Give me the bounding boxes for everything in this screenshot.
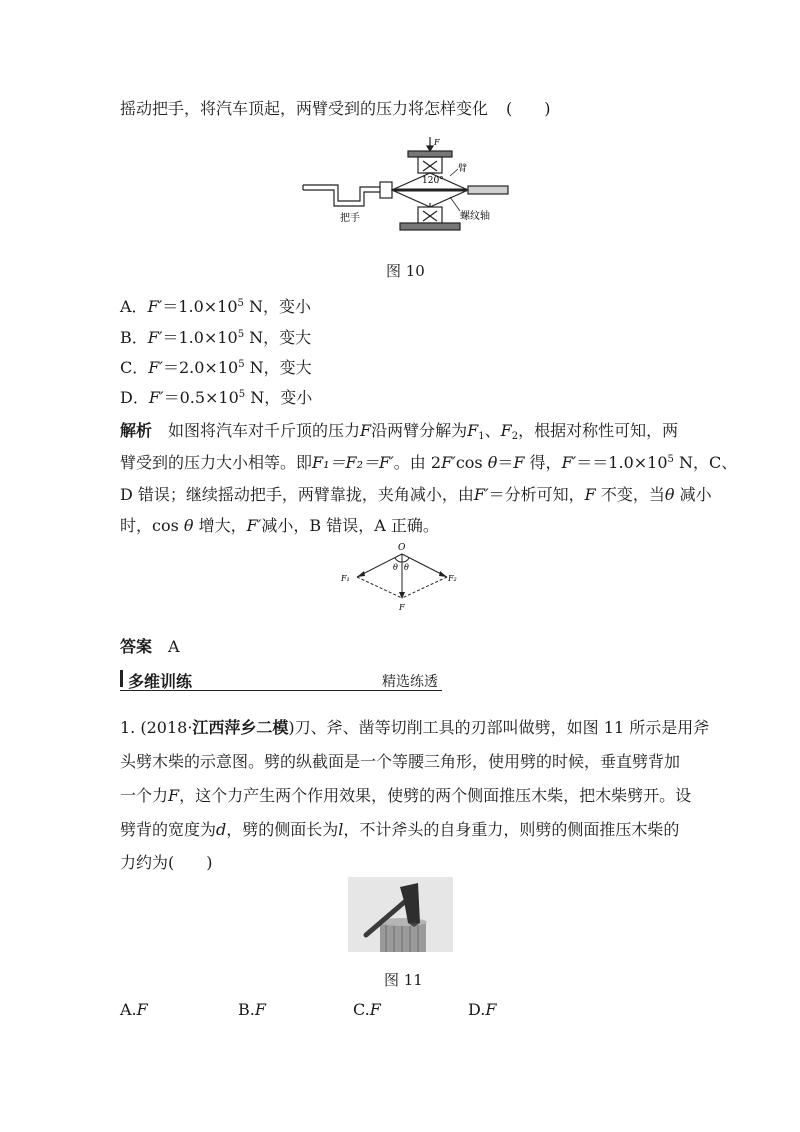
F-label: F [399,603,405,612]
q1-option-b: B.F [238,1000,266,1019]
point-O-label: O [398,543,406,553]
theta-left-label: θ [393,563,398,572]
option-d: D．$F'=0.5\times 10^5$ N，变小 [120,388,313,407]
figure-11-axe-photo [348,877,453,952]
section-title: 多维训练 [128,672,193,691]
force-label-F: F [434,138,440,147]
handle-label: 把手 [340,213,360,224]
F1-label: F₁ [341,574,350,583]
section-header [120,668,442,691]
q1-line-3: 一个力F，这个力产生两个作用效果，使劈的两个侧面推压木柴，把木柴劈开。设 [120,786,692,805]
q1-option-c: C.F [353,1000,381,1019]
angle-label: 120° [422,176,444,186]
option-b: B．$F'=1.0\times 10^5$ N，变大 [120,328,312,347]
analysis-line-4: 时，cos θ 增大，F′减小，B 错误，A 正确。 [120,516,439,535]
analysis-line-2: 臂受到的压力大小相等。即F₁＝F₂＝F′。由 2F′cos θ＝F 得，$F'==1.0\times 10^5$ N，C、 [120,453,738,472]
force-decomposition-diagram [335,540,465,615]
analysis-line-3: D 错误；继续摇动把手，两臂靠拢，夹角减小，由F′＝分析可知，F 不变，当θ 减小 [120,485,712,504]
figure-11-caption: 图 11 [384,971,423,989]
theta-right-label: θ [404,563,409,572]
q1-line-1: 1. (2018·江西萍乡二模)刀、斧、凿等切削工具的刃部叫做劈，如图 11 所示是用斧 [120,718,710,737]
q1-line-4: 劈背的宽度为d，劈的侧面长为l，不计斧头的自身重力，则劈的侧面推压木柴的 [120,820,680,839]
section-subtitle: 精选练透 [382,674,438,690]
q1-option-a: A.F [120,1000,148,1019]
arm-label: 臂 [458,164,468,174]
q1-line-5: 力约为( ) [120,853,213,872]
analysis-line-1: 解析 如图将汽车对千斤顶的压力F沿两臂分解为$F_1$、$F_2$，根据对称性可知，两 [120,421,679,442]
section-marker [120,670,123,687]
figure-10-caption: 图 10 [386,262,425,280]
screw-label: 螺纹轴 [460,211,490,222]
option-a: A．$F'=1.0\times 10^5$ N，变小 [120,297,311,316]
q1-line-2: 头劈木柴的示意图。劈的纵截面是一个等腰三角形，使用劈的时候，垂直劈背加 [120,752,681,771]
answer-line: 答案 A [120,637,180,656]
question-intro: 摇动把手，将汽车顶起，两臂受到的压力将怎样变化 ( ) [120,99,551,118]
option-c: C．$F'=2.0\times 10^5$ N，变大 [120,358,312,377]
q1-option-d: D.F [468,1000,497,1019]
F2-label: F₂ [448,574,457,583]
figure-10-jack-diagram [300,135,515,240]
